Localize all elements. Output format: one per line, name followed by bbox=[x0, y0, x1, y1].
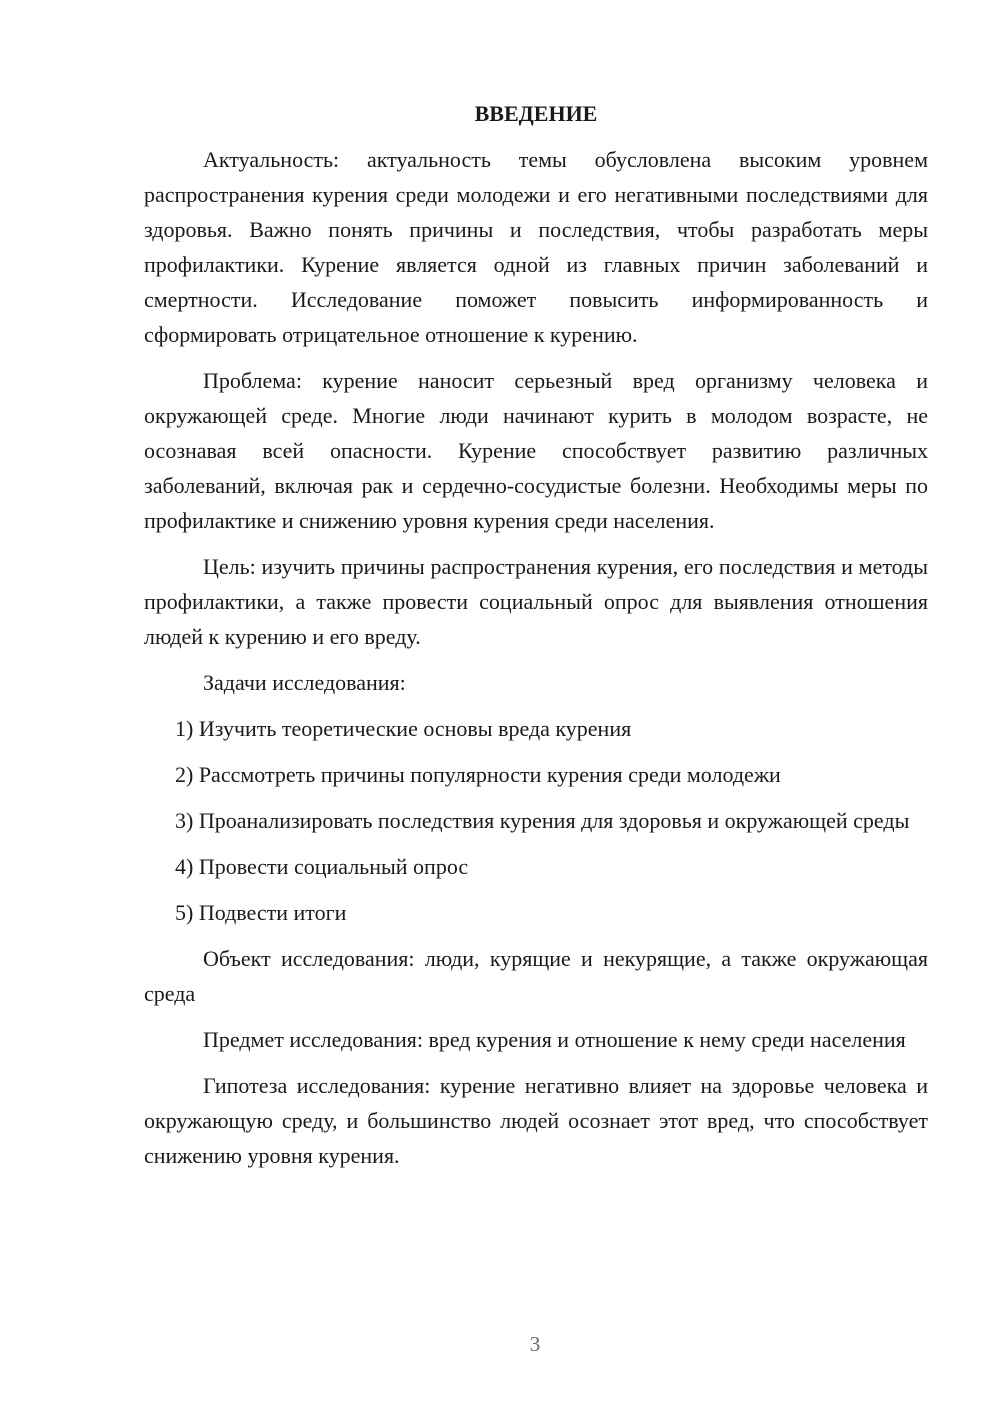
task-item-4: 4) Провести социальный опрос bbox=[175, 854, 469, 879]
task-item-3: 3) Проанализировать последствия курения для здоровья и окружающей среды bbox=[175, 808, 910, 833]
hypothesis-paragraph: Гипотеза исследования: курение негативно влияет на здоровье человека и окружающую среду, и большинство людей осознает этот вред, что способствует снижению уровня курения. bbox=[144, 1073, 928, 1168]
page-number: 3 bbox=[529, 1332, 541, 1356]
document-page bbox=[144, 96, 928, 1184]
problem-paragraph: Проблема: курение наносит серьезный вред организму человека и окружающей среде. Многие люди начинают курить в молодом возрасте, не осознавая всей опасности. Курение способствует развитию различных заболеваний, включая рак и сердечно-сосудистые болезни. Необходимы меры по профилактике и снижению уровня курения среди населения. bbox=[144, 368, 928, 533]
object-paragraph: Объект исследования: люди, курящие и некурящие, а также окружающая среда bbox=[144, 946, 928, 1006]
subject-paragraph: Предмет исследования: вред курения и отношение к нему среди населения bbox=[203, 1027, 906, 1052]
task-item-2: 2) Рассмотреть причины популярности курения среди молодежи bbox=[175, 762, 781, 787]
task-item-5: 5) Подвести итоги bbox=[175, 900, 347, 925]
section-title: ВВЕДЕНИЕ bbox=[474, 101, 598, 126]
task-item-1: 1) Изучить теоретические основы вреда курения bbox=[175, 716, 632, 741]
goal-paragraph: Цель: изучить причины распространения курения, его последствия и методы профилактики, а также провести социальный опрос для выявления отношения людей к курению и его вреду. bbox=[144, 554, 928, 649]
relevance-paragraph: Актуальность: актуальность темы обусловлена высоким уровнем распространения курения среди молодежи и его негативными последствиями для здоровья. Важно понять причины и последствия, чтобы разработать меры профилактики. Курение является одной из главных причин заболеваний и смертности. Исследование поможет повысить информированность и сформировать отрицательное отношение к курению. bbox=[144, 147, 928, 347]
tasks-heading: Задачи исследования: bbox=[203, 670, 406, 695]
